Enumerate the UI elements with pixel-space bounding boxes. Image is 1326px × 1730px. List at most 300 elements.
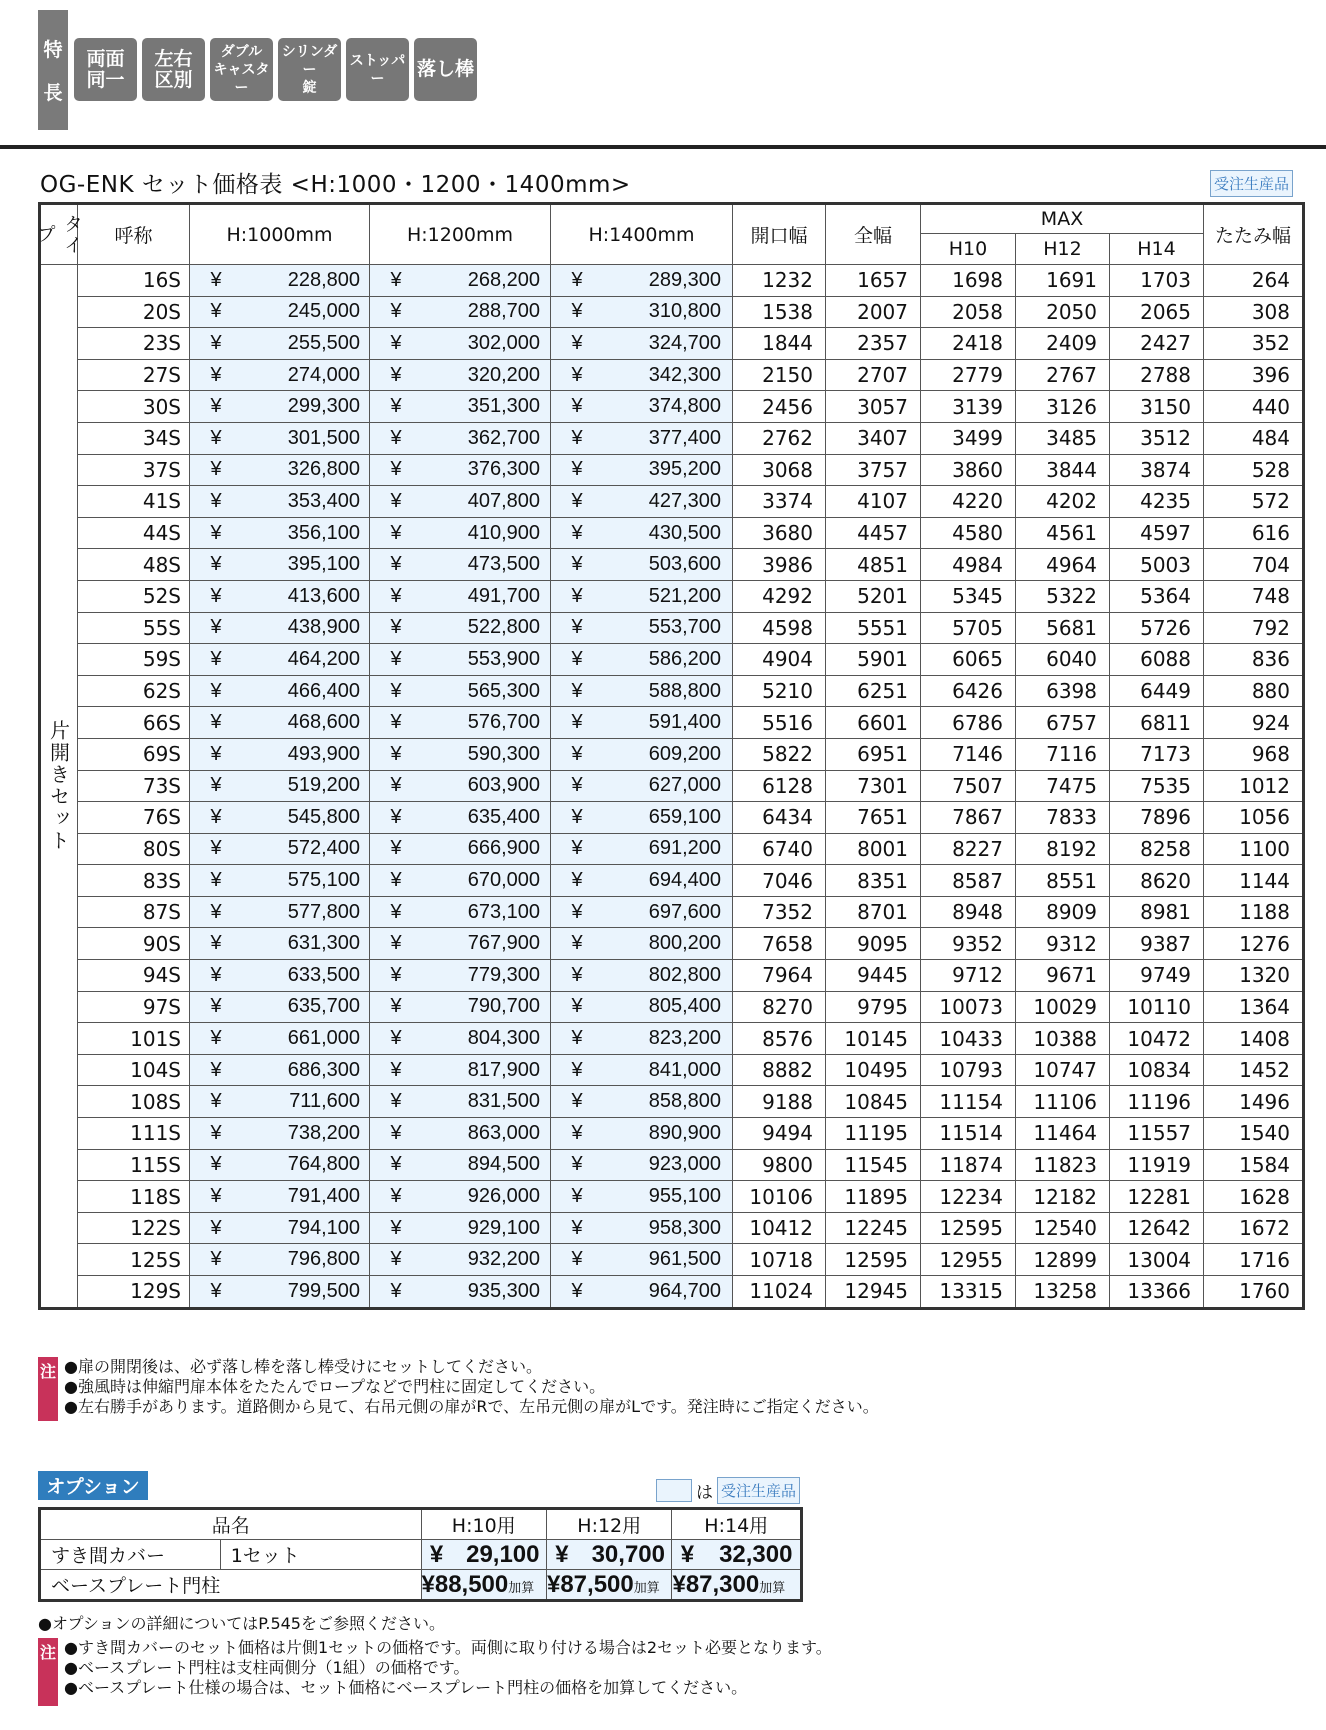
total-width-cell: 6251 <box>826 675 921 707</box>
yen-sign: ¥ <box>571 774 583 797</box>
price-cell <box>370 1244 551 1276</box>
row-name: 23S <box>78 328 190 360</box>
max-h10-cell: 10793 <box>921 1054 1016 1086</box>
price-amount: 661,000 <box>287 1027 360 1050</box>
opening-width-cell: 1844 <box>733 328 826 360</box>
table-row <box>40 896 1304 928</box>
price-cell <box>551 265 733 297</box>
price-amount: 553,900 <box>467 647 540 670</box>
max-h12-cell: 2050 <box>1016 296 1110 328</box>
price-amount: 633,500 <box>287 963 360 986</box>
price-amount: 586,200 <box>648 647 721 670</box>
max-h12-cell: 12899 <box>1016 1244 1110 1276</box>
max-h12-cell: 10747 <box>1016 1054 1110 1086</box>
max-h14-cell: 6088 <box>1110 644 1204 676</box>
yen-sign: ¥ <box>571 331 583 354</box>
price-cell <box>190 1212 370 1244</box>
yen-sign: ¥ <box>210 521 222 544</box>
price-amount: 955,100 <box>648 1185 721 1208</box>
table-row <box>40 707 1304 739</box>
yen-sign: ¥ <box>210 363 222 386</box>
max-h10-cell: 8587 <box>921 865 1016 897</box>
yen-sign: ¥ <box>210 963 222 986</box>
price-cell <box>370 265 551 297</box>
yen-sign: ¥ <box>390 837 402 860</box>
folded-width-cell: 968 <box>1204 738 1304 770</box>
yen-sign: ¥ <box>571 363 583 386</box>
options-notes-section <box>38 1638 832 1706</box>
opening-width-cell: 9494 <box>733 1118 826 1150</box>
total-width-cell: 4107 <box>826 486 921 518</box>
price-cell <box>370 486 551 518</box>
price-cell <box>551 865 733 897</box>
total-width-cell: 1657 <box>826 265 921 297</box>
max-h10-cell: 2418 <box>921 328 1016 360</box>
row-name: 73S <box>78 770 190 802</box>
price-amount: 800,200 <box>648 932 721 955</box>
option-row-base-plate <box>40 1570 802 1601</box>
price-cell <box>190 1181 370 1213</box>
row-name: 87S <box>78 896 190 928</box>
yen-sign: ¥ <box>571 805 583 828</box>
options-title: オプション <box>38 1471 148 1500</box>
option-row-gap-cover <box>40 1540 802 1570</box>
total-width-cell: 6601 <box>826 707 921 739</box>
price-cell <box>190 612 370 644</box>
price-cell <box>190 1244 370 1276</box>
max-h14-cell: 3512 <box>1110 422 1204 454</box>
price-amount: 473,500 <box>467 553 540 576</box>
options-table <box>38 1507 803 1602</box>
price-amount: 320,200 <box>467 363 540 386</box>
price-cell <box>370 612 551 644</box>
row-name: 129S <box>78 1276 190 1309</box>
row-name: 16S <box>78 265 190 297</box>
price-cell <box>190 265 370 297</box>
price-cell <box>551 517 733 549</box>
total-width-cell: 9095 <box>826 928 921 960</box>
opening-width-cell: 8270 <box>733 991 826 1023</box>
options-header-name: 品名 <box>40 1509 422 1540</box>
max-h12-cell: 8551 <box>1016 865 1110 897</box>
yen-sign: ¥ <box>571 1058 583 1081</box>
features-label <box>38 10 68 130</box>
table-row <box>40 1149 1304 1181</box>
opening-width-cell: 6740 <box>733 833 826 865</box>
price-amount: 255,500 <box>287 331 360 354</box>
header-h1200: H:1200mm <box>370 204 551 265</box>
price-amount: 932,200 <box>467 1248 540 1271</box>
table-row <box>40 644 1304 676</box>
table-row <box>40 391 1304 423</box>
total-width-cell: 11545 <box>826 1149 921 1181</box>
legend-is: は <box>696 1483 713 1503</box>
row-name: 69S <box>78 738 190 770</box>
option-amount: 29,100 <box>466 1540 540 1568</box>
max-h14-cell: 7896 <box>1110 802 1204 834</box>
folded-width-cell: 1364 <box>1204 991 1304 1023</box>
option-name: ベースプレート門柱 <box>40 1570 422 1601</box>
price-cell <box>370 454 551 486</box>
legend-order-badge: 受注生産品 <box>717 1477 800 1504</box>
folded-width-cell: 352 <box>1204 328 1304 360</box>
price-amount: 395,100 <box>287 553 360 576</box>
price-cell <box>370 675 551 707</box>
max-h14-cell: 5726 <box>1110 612 1204 644</box>
price-cell <box>551 1181 733 1213</box>
yen-sign: ¥ <box>390 1279 402 1302</box>
opening-width-cell: 4292 <box>733 580 826 612</box>
options-header-h12: H:12用 <box>546 1509 671 1540</box>
max-h10-cell: 7146 <box>921 738 1016 770</box>
folded-width-cell: 484 <box>1204 422 1304 454</box>
option-price-h12 <box>546 1570 671 1601</box>
price-cell <box>370 1276 551 1309</box>
max-h14-cell: 4597 <box>1110 517 1204 549</box>
max-h12-cell: 4964 <box>1016 549 1110 581</box>
total-width-cell: 2357 <box>826 328 921 360</box>
row-name: 44S <box>78 517 190 549</box>
max-h10-cell: 3139 <box>921 391 1016 423</box>
price-amount: 961,500 <box>648 1248 721 1271</box>
total-width-cell: 5201 <box>826 580 921 612</box>
feature-badge-both-sides: 両面 同一 <box>74 38 137 101</box>
price-amount: 738,200 <box>287 1121 360 1144</box>
price-amount: 804,300 <box>467 1027 540 1050</box>
price-cell <box>190 991 370 1023</box>
folded-width-cell: 1100 <box>1204 833 1304 865</box>
max-h14-cell: 12281 <box>1110 1181 1204 1213</box>
header-h1000: H:1000mm <box>190 204 370 265</box>
price-cell <box>551 1023 733 1055</box>
max-h14-cell: 13004 <box>1110 1244 1204 1276</box>
yen-sign: ¥ <box>571 869 583 892</box>
price-cell <box>370 1149 551 1181</box>
total-width-cell: 2707 <box>826 359 921 391</box>
price-amount: 289,300 <box>648 268 721 291</box>
max-h12-cell: 8909 <box>1016 896 1110 928</box>
yen-sign: ¥ <box>571 742 583 765</box>
price-cell <box>190 960 370 992</box>
price-cell <box>190 1023 370 1055</box>
price-amount: 374,800 <box>648 395 721 418</box>
table-row <box>40 486 1304 518</box>
max-h10-cell: 8948 <box>921 896 1016 928</box>
yen-sign: ¥ <box>555 1540 569 1568</box>
price-cell <box>551 644 733 676</box>
header-name: 呼称 <box>78 204 190 265</box>
yen-sign: ¥ <box>210 426 222 449</box>
max-h10-cell: 8227 <box>921 833 1016 865</box>
max-h14-cell: 10472 <box>1110 1023 1204 1055</box>
option-suffix: 加算 <box>759 1579 786 1595</box>
price-cell <box>190 580 370 612</box>
table-row <box>40 1212 1304 1244</box>
price-cell <box>551 391 733 423</box>
price-cell <box>551 738 733 770</box>
yen-sign: ¥ <box>390 1248 402 1271</box>
max-h10-cell: 7507 <box>921 770 1016 802</box>
price-cell <box>551 675 733 707</box>
max-h12-cell: 9671 <box>1016 960 1110 992</box>
yen-sign: ¥ <box>390 963 402 986</box>
max-h12-cell: 1691 <box>1016 265 1110 297</box>
yen-sign: ¥ <box>390 1058 402 1081</box>
folded-width-cell: 1012 <box>1204 770 1304 802</box>
opening-width-cell: 8576 <box>733 1023 826 1055</box>
max-h12-cell: 7475 <box>1016 770 1110 802</box>
price-cell <box>190 549 370 581</box>
max-h10-cell: 11874 <box>921 1149 1016 1181</box>
table-row <box>40 1244 1304 1276</box>
max-h14-cell: 13366 <box>1110 1276 1204 1309</box>
opening-width-cell: 5516 <box>733 707 826 739</box>
yen-sign: ¥ <box>210 837 222 860</box>
opening-width-cell: 2456 <box>733 391 826 423</box>
yen-sign: ¥ <box>210 742 222 765</box>
price-amount: 958,300 <box>648 1216 721 1239</box>
opening-width-cell: 4904 <box>733 644 826 676</box>
price-cell <box>370 738 551 770</box>
price-amount: 545,800 <box>287 805 360 828</box>
options-header-h10: H:10用 <box>421 1509 546 1540</box>
price-amount: 627,000 <box>648 774 721 797</box>
folded-width-cell: 1144 <box>1204 865 1304 897</box>
price-cell <box>551 1054 733 1086</box>
yen-sign: ¥ <box>390 395 402 418</box>
price-amount: 288,700 <box>467 300 540 323</box>
yen-sign: ¥ <box>210 932 222 955</box>
folded-width-cell: 616 <box>1204 517 1304 549</box>
total-width-cell: 3757 <box>826 454 921 486</box>
yen-sign: ¥ <box>680 1540 695 1568</box>
price-cell <box>370 802 551 834</box>
yen-sign: ¥ <box>571 647 583 670</box>
max-h14-cell: 11196 <box>1110 1086 1204 1118</box>
yen-sign: ¥ <box>210 1216 222 1239</box>
yen-sign: ¥ <box>210 1090 222 1113</box>
yen-sign: ¥ <box>210 616 222 639</box>
yen-sign: ¥ <box>390 300 402 323</box>
price-cell <box>551 707 733 739</box>
opening-width-cell: 7658 <box>733 928 826 960</box>
max-h12-cell: 2409 <box>1016 328 1110 360</box>
table-row <box>40 265 1304 297</box>
folded-width-cell: 1760 <box>1204 1276 1304 1309</box>
opening-width-cell: 2762 <box>733 422 826 454</box>
price-amount: 310,800 <box>648 300 721 323</box>
opening-width-cell: 1538 <box>733 296 826 328</box>
total-width-cell: 8701 <box>826 896 921 928</box>
price-amount: 342,300 <box>648 363 721 386</box>
row-name: 62S <box>78 675 190 707</box>
yen-sign: ¥ <box>390 489 402 512</box>
price-amount: 356,100 <box>287 521 360 544</box>
yen-sign: ¥ <box>390 932 402 955</box>
table-row <box>40 328 1304 360</box>
max-h10-cell: 7867 <box>921 802 1016 834</box>
yen-sign: ¥ <box>571 426 583 449</box>
price-amount: 858,800 <box>648 1090 721 1113</box>
total-width-cell: 2007 <box>826 296 921 328</box>
header-max-h14: H14 <box>1110 234 1204 265</box>
opening-width-cell: 3374 <box>733 486 826 518</box>
feature-badge-left-right: 左右 区別 <box>142 38 205 101</box>
price-cell <box>370 391 551 423</box>
price-table-body <box>40 265 1304 1309</box>
yen-sign: ¥ <box>210 395 222 418</box>
price-amount: 686,300 <box>287 1058 360 1081</box>
row-name: 122S <box>78 1212 190 1244</box>
folded-width-cell: 308 <box>1204 296 1304 328</box>
feature-badge-drop-bolt: 落し棒 <box>414 38 477 101</box>
folded-width-cell: 748 <box>1204 580 1304 612</box>
table-row <box>40 960 1304 992</box>
row-name: 41S <box>78 486 190 518</box>
total-width-cell: 4457 <box>826 517 921 549</box>
yen-sign: ¥ <box>390 458 402 481</box>
note-line: ●ベースプレート仕様の場合は、セット価格にベースプレート門柱の価格を加算してください。 <box>64 1678 748 1697</box>
max-h14-cell: 10110 <box>1110 991 1204 1023</box>
price-amount: 823,200 <box>648 1027 721 1050</box>
max-h10-cell: 2058 <box>921 296 1016 328</box>
option-amount: 32,300 <box>719 1540 793 1568</box>
max-h14-cell: 5364 <box>1110 580 1204 612</box>
table-row <box>40 802 1304 834</box>
table-row <box>40 675 1304 707</box>
yen-sign: ¥ <box>390 1153 402 1176</box>
yen-sign: ¥ <box>571 711 583 734</box>
price-amount: 522,800 <box>467 616 540 639</box>
price-cell <box>551 833 733 865</box>
max-h10-cell: 4220 <box>921 486 1016 518</box>
price-amount: 438,900 <box>287 616 360 639</box>
max-h12-cell: 9312 <box>1016 928 1110 960</box>
folded-width-cell: 264 <box>1204 265 1304 297</box>
price-amount: 268,200 <box>467 268 540 291</box>
table-row <box>40 1118 1304 1150</box>
total-width-cell: 6951 <box>826 738 921 770</box>
price-amount: 351,300 <box>467 395 540 418</box>
price-cell <box>551 802 733 834</box>
yen-sign: ¥ <box>390 1216 402 1239</box>
max-h12-cell: 8192 <box>1016 833 1110 865</box>
opening-width-cell: 7046 <box>733 865 826 897</box>
price-amount: 603,900 <box>467 774 540 797</box>
header-folded-width: たたみ幅 <box>1204 204 1304 265</box>
max-h14-cell: 2065 <box>1110 296 1204 328</box>
price-amount: 764,800 <box>287 1153 360 1176</box>
row-name: 125S <box>78 1244 190 1276</box>
yen-sign: ¥ <box>571 1027 583 1050</box>
max-h14-cell: 6449 <box>1110 675 1204 707</box>
table-row <box>40 1086 1304 1118</box>
opening-width-cell: 1232 <box>733 265 826 297</box>
price-cell <box>370 1054 551 1086</box>
yen-sign: ¥ <box>571 395 583 418</box>
max-h12-cell: 6757 <box>1016 707 1110 739</box>
option-price-h10 <box>421 1540 546 1570</box>
max-h10-cell: 4984 <box>921 549 1016 581</box>
max-h14-cell: 9749 <box>1110 960 1204 992</box>
options-header-h14: H:14用 <box>672 1509 802 1540</box>
folded-width-cell: 1320 <box>1204 960 1304 992</box>
price-cell <box>370 991 551 1023</box>
price-amount: 377,400 <box>648 426 721 449</box>
yen-sign: ¥ <box>390 553 402 576</box>
price-amount: 697,600 <box>648 900 721 923</box>
price-amount: 894,500 <box>467 1153 540 1176</box>
price-amount: 362,700 <box>467 426 540 449</box>
opening-width-cell: 10106 <box>733 1181 826 1213</box>
max-h12-cell: 4561 <box>1016 517 1110 549</box>
total-width-cell: 11895 <box>826 1181 921 1213</box>
row-name: 118S <box>78 1181 190 1213</box>
price-cell <box>370 833 551 865</box>
price-amount: 491,700 <box>467 584 540 607</box>
header-max: MAX <box>921 204 1204 234</box>
max-h14-cell: 2427 <box>1110 328 1204 360</box>
max-h10-cell: 1698 <box>921 265 1016 297</box>
max-h12-cell: 6398 <box>1016 675 1110 707</box>
options-legend <box>656 1477 800 1504</box>
max-h10-cell: 10073 <box>921 991 1016 1023</box>
opening-width-cell: 6434 <box>733 802 826 834</box>
price-amount: 519,200 <box>287 774 360 797</box>
price-amount: 326,800 <box>287 458 360 481</box>
price-amount: 923,000 <box>648 1153 721 1176</box>
price-cell <box>190 328 370 360</box>
price-cell <box>551 928 733 960</box>
price-amount: 802,800 <box>648 963 721 986</box>
row-name: 37S <box>78 454 190 486</box>
price-amount: 841,000 <box>648 1058 721 1081</box>
folded-width-cell: 792 <box>1204 612 1304 644</box>
max-h10-cell: 9712 <box>921 960 1016 992</box>
price-cell <box>190 738 370 770</box>
row-name: 97S <box>78 991 190 1023</box>
max-h14-cell: 7173 <box>1110 738 1204 770</box>
option-amount: ¥87,300 <box>672 1570 760 1598</box>
max-h10-cell: 4580 <box>921 517 1016 549</box>
note-line: ●左右勝手があります。道路側から見て、右吊元側の扉がRで、左吊元側の扉がLです。発注時にご指定ください。 <box>64 1397 879 1416</box>
row-name: 94S <box>78 960 190 992</box>
max-h10-cell: 11154 <box>921 1086 1016 1118</box>
price-cell <box>551 549 733 581</box>
max-h14-cell: 8981 <box>1110 896 1204 928</box>
header-max-h10: H10 <box>921 234 1016 265</box>
option-price-h10 <box>421 1570 546 1601</box>
price-amount: 577,800 <box>287 900 360 923</box>
yen-sign: ¥ <box>390 363 402 386</box>
feature-badge-double-caster: ダブル キャスター <box>210 38 273 101</box>
max-h12-cell: 10388 <box>1016 1023 1110 1055</box>
max-h14-cell: 8258 <box>1110 833 1204 865</box>
table-row <box>40 928 1304 960</box>
max-h10-cell: 3860 <box>921 454 1016 486</box>
option-price-h14 <box>672 1570 802 1601</box>
price-amount: 831,500 <box>467 1090 540 1113</box>
max-h10-cell: 11514 <box>921 1118 1016 1150</box>
header-max-h12: H12 <box>1016 234 1110 265</box>
max-h14-cell: 5003 <box>1110 549 1204 581</box>
price-cell <box>370 328 551 360</box>
yen-sign: ¥ <box>390 331 402 354</box>
max-h12-cell: 3126 <box>1016 391 1110 423</box>
price-cell <box>551 1086 733 1118</box>
yen-sign: ¥ <box>210 679 222 702</box>
price-amount: 670,000 <box>467 869 540 892</box>
